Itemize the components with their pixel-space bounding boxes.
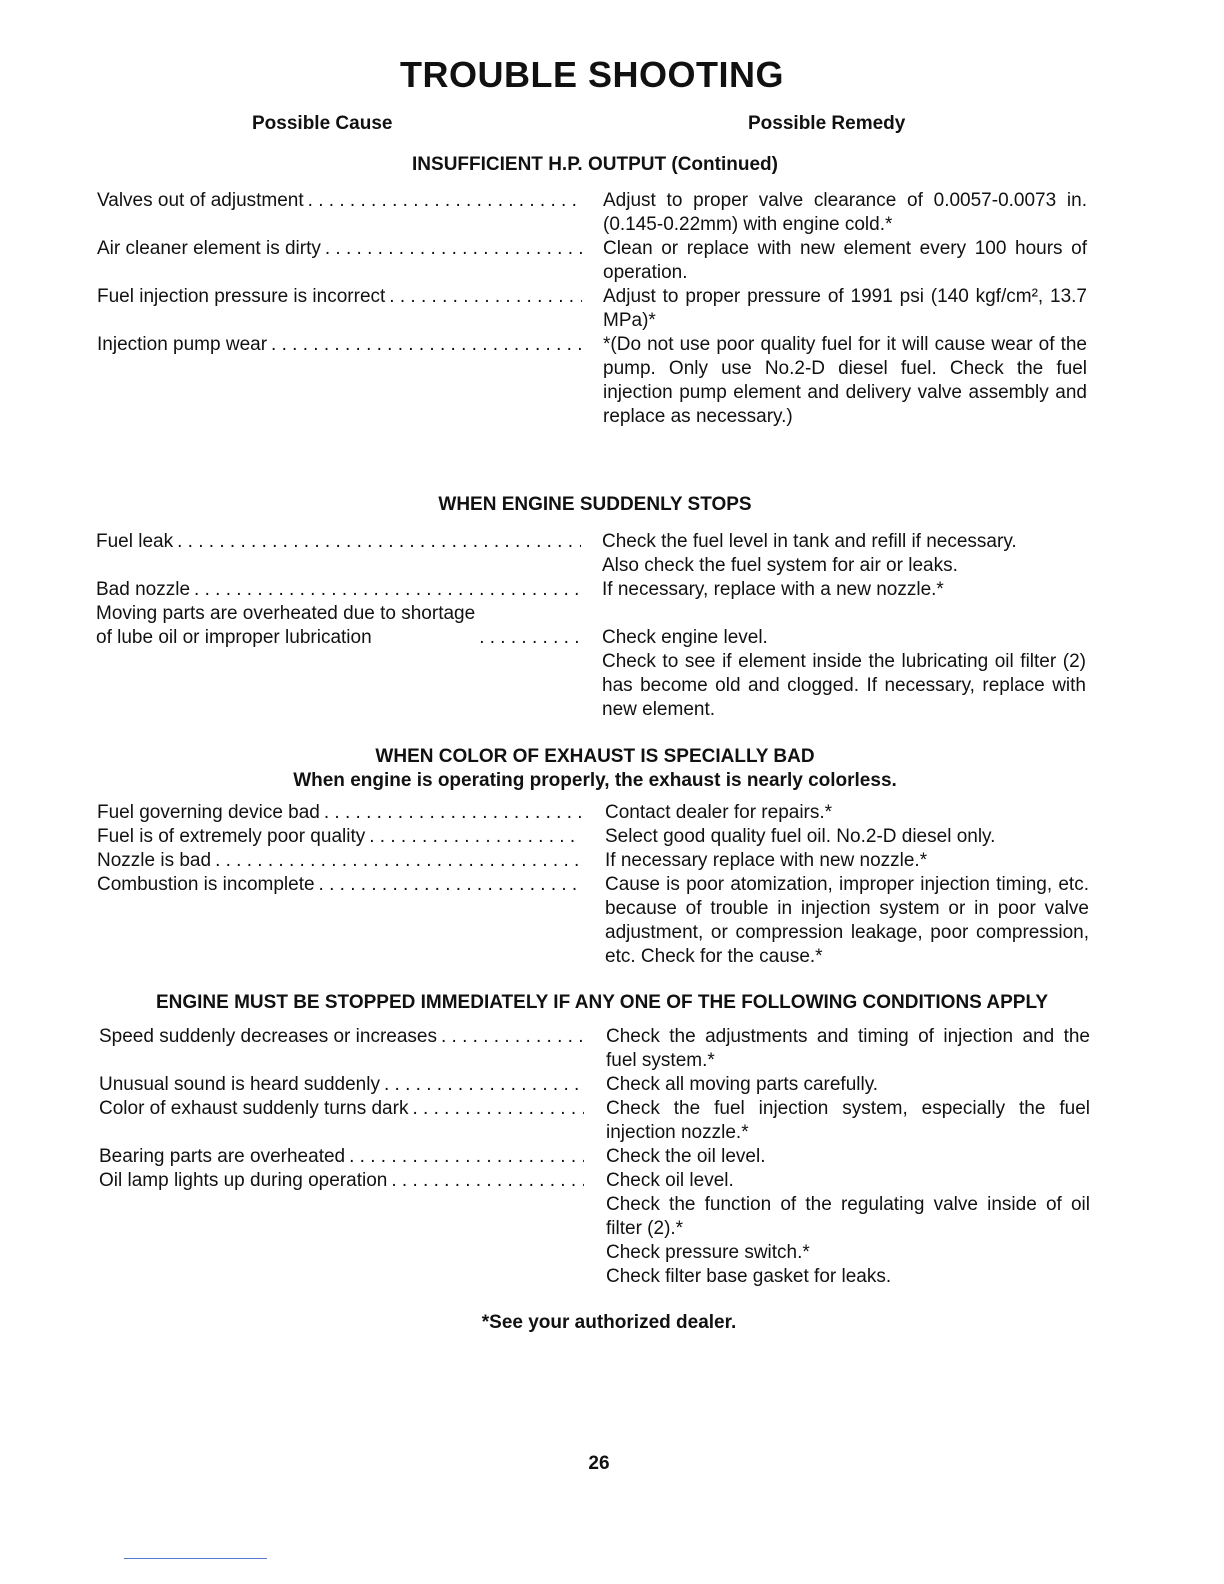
dot-leader (412, 1097, 584, 1121)
dot-leader (369, 825, 582, 849)
remedy-cell (602, 578, 1086, 602)
cause-cell (97, 189, 582, 213)
cause-text: Fuel leak (96, 531, 174, 552)
remedy-text: Check engine level. (602, 627, 768, 648)
dot-leader (271, 333, 582, 357)
remedy-text: If necessary replace with new nozzle.* (605, 850, 928, 871)
dot-leader (349, 1145, 584, 1169)
remedy-cell (603, 237, 1087, 285)
remedy-cell (603, 285, 1087, 333)
remedy-text: Check the function of the regulating valve inside of oil filter (2).* (606, 1194, 1090, 1239)
cause-text: Moving parts are overheated due to shortage of lube oil or improper lubrication (96, 603, 476, 648)
remedy-cell (605, 873, 1089, 969)
remedy-cell (602, 530, 1086, 578)
dot-leader (441, 1025, 584, 1049)
cause-text: Speed suddenly decreases or increases (99, 1026, 437, 1047)
remedy-cell (605, 849, 1089, 873)
cause-text: Nozzle is bad (97, 850, 212, 871)
dot-leader (308, 189, 582, 213)
remedy-cell (606, 1025, 1090, 1073)
dot-leader (389, 285, 582, 309)
cause-cell (99, 1073, 584, 1097)
dot-leader (194, 578, 581, 602)
cause-cell (97, 285, 582, 309)
cause-cell (96, 578, 581, 602)
remedy-text: If necessary, replace with a new nozzle.* (602, 579, 944, 600)
remedy-text: Check filter base gasket for leaks. (606, 1266, 892, 1287)
cause-text: Fuel is of extremely poor quality (97, 826, 366, 847)
cause-text: Unusual sound is heard suddenly (99, 1074, 380, 1095)
cause-text: Fuel injection pressure is incorrect (97, 286, 386, 307)
dealer-footnote: *See your authorized dealer. (481, 1312, 737, 1333)
remedy-cell (602, 626, 1086, 722)
remedy-text: Check to see if element inside the lubricating oil filter (2) has become old and clogged. If necessary, replace with new element. (602, 651, 1086, 720)
remedy-cell (606, 1073, 1090, 1097)
cause-cell (97, 333, 582, 357)
cause-cell (99, 1025, 584, 1049)
remedy-text: *(Do not use poor quality fuel for it will cause wear of the pump. Only use No.2-D diesel fuel. Check the fuel injection pump element and delivery valve assembly and replace as necessary.) (603, 334, 1087, 427)
section-subheading: When engine is operating properly, the exhaust is nearly colorless. (293, 770, 897, 791)
section-heading: ENGINE MUST BE STOPPED IMMEDIATELY IF ANY ONE OF THE FOLLOWING CONDITIONS APPLY (155, 992, 1049, 1013)
remedy-cell (603, 189, 1087, 237)
remedy-text: Select good quality fuel oil. No.2-D diesel only. (605, 826, 996, 847)
remedy-cell (605, 801, 1089, 825)
section-heading-text: WHEN COLOR OF EXHAUST IS SPECIALLY BAD (375, 746, 815, 767)
cause-cell (97, 873, 582, 897)
dot-leader (391, 1169, 584, 1193)
remedy-text: Contact dealer for repairs.* (605, 802, 833, 823)
cause-text: Valves out of adjustment (97, 190, 304, 211)
remedy-text: Check the fuel level in tank and refill if necessary. (602, 531, 1017, 552)
remedy-cell (606, 1169, 1090, 1289)
remedy-cell (603, 333, 1087, 429)
remedy-column-header: Possible Remedy (748, 113, 906, 134)
remedy-text: Adjust to proper valve clearance of 0.0057-0.0073 in. (0.145-0.22mm) with engine cold.* (603, 190, 1087, 235)
cause-text: Injection pump wear (97, 334, 268, 355)
dot-leader (319, 873, 582, 897)
remedy-text: Check the adjustments and timing of injection and the fuel system.* (606, 1026, 1090, 1071)
remedy-text: Check the oil level. (606, 1146, 766, 1167)
cause-cell (99, 1169, 584, 1193)
dot-leader (215, 849, 582, 873)
cause-text: Combustion is incomplete (97, 874, 315, 895)
remedy-text: Check all moving parts carefully. (606, 1074, 879, 1095)
remedy-text: Also check the fuel system for air or leaks. (602, 555, 958, 576)
cause-cell (97, 825, 582, 849)
remedy-text: Cause is poor atomization, improper injection timing, etc. because of trouble in injection system or in poor valve adjustment, or compression leakage, poor compression, etc. Check for the cause.* (605, 874, 1089, 967)
cause-text: Oil lamp lights up during operation (99, 1170, 388, 1191)
cause-cell (96, 530, 581, 554)
page-title: TROUBLE SHOOTING (400, 54, 784, 95)
cause-cell (97, 849, 582, 873)
remedy-text: Check the fuel injection system, especially the fuel injection nozzle.* (606, 1098, 1090, 1143)
dot-leader (324, 801, 582, 825)
dot-leader (479, 626, 581, 650)
section-heading: WHEN ENGINE SUDDENLY STOPS (438, 494, 752, 515)
cause-cell (96, 602, 581, 650)
cause-text: Air cleaner element is dirty (97, 238, 321, 259)
section-heading: INSUFFICIENT H.P. OUTPUT (Continued) (412, 154, 778, 175)
remedy-cell (606, 1145, 1090, 1169)
remedy-cell (606, 1097, 1090, 1145)
page-number: 26 (588, 1453, 610, 1474)
cause-cell (99, 1097, 584, 1121)
cause-text: Bad nozzle (96, 579, 191, 600)
dot-leader (177, 530, 581, 554)
dot-leader (384, 1073, 584, 1097)
cause-text: Color of exhaust suddenly turns dark (99, 1098, 409, 1119)
cause-cell (97, 801, 582, 825)
cause-cell (99, 1145, 584, 1169)
remedy-text: Adjust to proper pressure of 1991 psi (140 kgf/cm², 13.7 MPa)* (603, 286, 1087, 331)
remedy-text: Clean or replace with new element every 100 hours of operation. (603, 238, 1087, 283)
cause-text: Bearing parts are overheated (99, 1146, 346, 1167)
remedy-text: Check pressure switch.* (606, 1242, 810, 1263)
cause-column-header: Possible Cause (252, 113, 393, 134)
scan-edge-line (124, 1558, 267, 1559)
cause-cell (97, 237, 582, 261)
cause-text: Fuel governing device bad (97, 802, 320, 823)
remedy-text: Check oil level. (606, 1170, 734, 1191)
remedy-cell (605, 825, 1089, 849)
dot-leader (325, 237, 582, 261)
section-heading (0, 745, 1190, 793)
